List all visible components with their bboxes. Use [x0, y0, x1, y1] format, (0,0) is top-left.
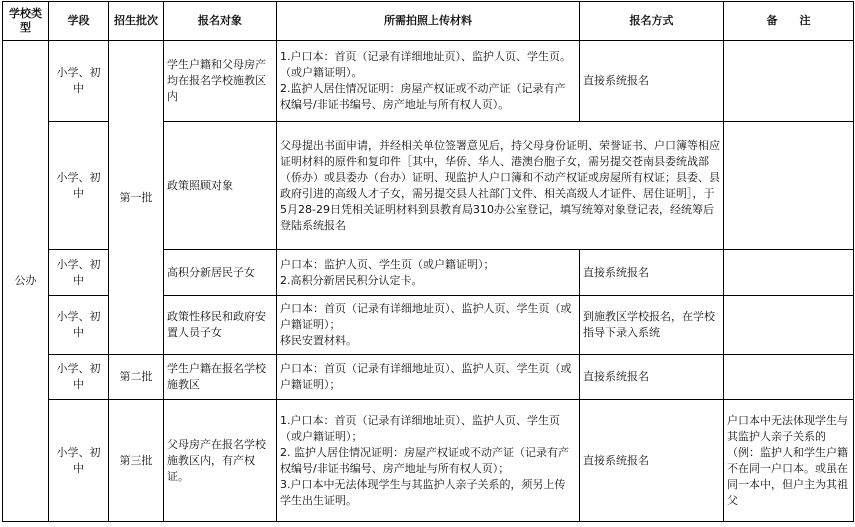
remark-cell — [724, 355, 854, 400]
header-school-type: 学校类型 — [3, 2, 49, 41]
materials-cell: 户口本：首页（记录有详细地址页）、监护人页、学生页（或户籍证明）； 移民安置材料。 — [277, 296, 580, 355]
target-cell: 政策性移民和政府安置人员子女 — [164, 296, 277, 355]
school-type-cell: 公办 — [3, 41, 49, 522]
header-remark: 备 注 — [724, 2, 854, 41]
materials-cell: 父母提出书面申请，并经相关单位签署意见后，持父母身份证明、荣誉证书、户口簿等相应证明材料的原件和复印件［其中，华侨、华人、港澳台胞子女，需另提交苍南县委统战部（侨办）或县委办（台办）证明、现监护人户口簿和不动产权证或房屋所有权证；县委、县政府引进的高级人才子女，需另提交县人社部门文件、相关高级人才证件、居住证明］，于5月28-29日凭相关证明材料到县教育局310办公室登记，填写统筹对象登记表，经统筹后登陆系统报名 — [277, 122, 724, 250]
table-row — [3, 400, 854, 522]
batch-cell: 第三批 — [109, 400, 164, 522]
table-row — [3, 355, 854, 400]
materials-cell: 户口本：首页（记录有详细地址页）、监护人页、学生页（或户籍证明）； — [277, 355, 580, 400]
stage-cell: 小学、初中 — [49, 250, 109, 296]
stage-cell: 小学、初中 — [49, 41, 109, 122]
method-cell: 直接系统报名 — [580, 250, 724, 296]
remark-cell: 户口本中无法体现学生与其监护人亲子关系的（例：监护人和学生户籍不在同一户口本。或虽在同一本中，但户主为其祖父 — [724, 400, 854, 522]
target-cell: 学生户籍在报名学校施教区 — [164, 355, 277, 400]
header-row — [3, 2, 854, 41]
header-materials: 所需拍照上传材料 — [277, 2, 580, 41]
remark-cell — [724, 41, 854, 122]
target-cell: 父母房产在报名学校施教区内，有产权证。 — [164, 400, 277, 522]
materials-cell: 1.户口本：首页（记录有详细地址页）、监护人页、学生页（或户籍证明）； 2. 监护人居住情况证明：房屋产权证或不动产证（记录有产权编号/非证书编号、房产地址与所有权人页）； 3.户口本中无法体现学生与其监护人亲子关系的，须另上传学生出生证明。 — [277, 400, 580, 522]
materials-cell: 1.户口本：首页（记录有详细地址页）、监护人页、学生页。（或户籍证明）。 2.监护人居住情况证明：房屋产权证或不动产证（记录有产权编号/非证书编号、房产地址与所有权人页）。 — [277, 41, 580, 122]
stage-cell: 小学、初中 — [49, 355, 109, 400]
batch-cell-first: 第一批 — [109, 41, 164, 355]
target-cell: 政策照顾对象 — [164, 122, 277, 250]
header-batch: 招生批次 — [109, 2, 164, 41]
remark-cell — [724, 122, 854, 250]
stage-cell: 小学、初中 — [49, 122, 109, 250]
stage-cell: 小学、初中 — [49, 400, 109, 522]
target-cell: 高积分新居民子女 — [164, 250, 277, 296]
remark-cell — [724, 250, 854, 296]
remark-cell — [724, 296, 854, 355]
header-stage: 学段 — [49, 2, 109, 41]
method-cell: 直接系统报名 — [580, 400, 724, 522]
method-cell: 直接系统报名 — [580, 41, 724, 122]
method-cell: 到施教区学校报名，在学校指导下录入系统 — [580, 296, 724, 355]
table-row — [3, 41, 854, 122]
batch-cell: 第二批 — [109, 355, 164, 400]
target-cell: 学生户籍和父母房产均在报名学校施教区内 — [164, 41, 277, 122]
materials-cell: 户口本：监护人页、学生页（或户籍证明）； 2.高积分新居民积分认定卡。 — [277, 250, 580, 296]
stage-cell: 小学、初中 — [49, 296, 109, 355]
method-cell: 直接系统报名 — [580, 355, 724, 400]
header-method: 报名方式 — [580, 2, 724, 41]
header-target: 报名对象 — [164, 2, 277, 41]
enrollment-table — [2, 1, 854, 522]
